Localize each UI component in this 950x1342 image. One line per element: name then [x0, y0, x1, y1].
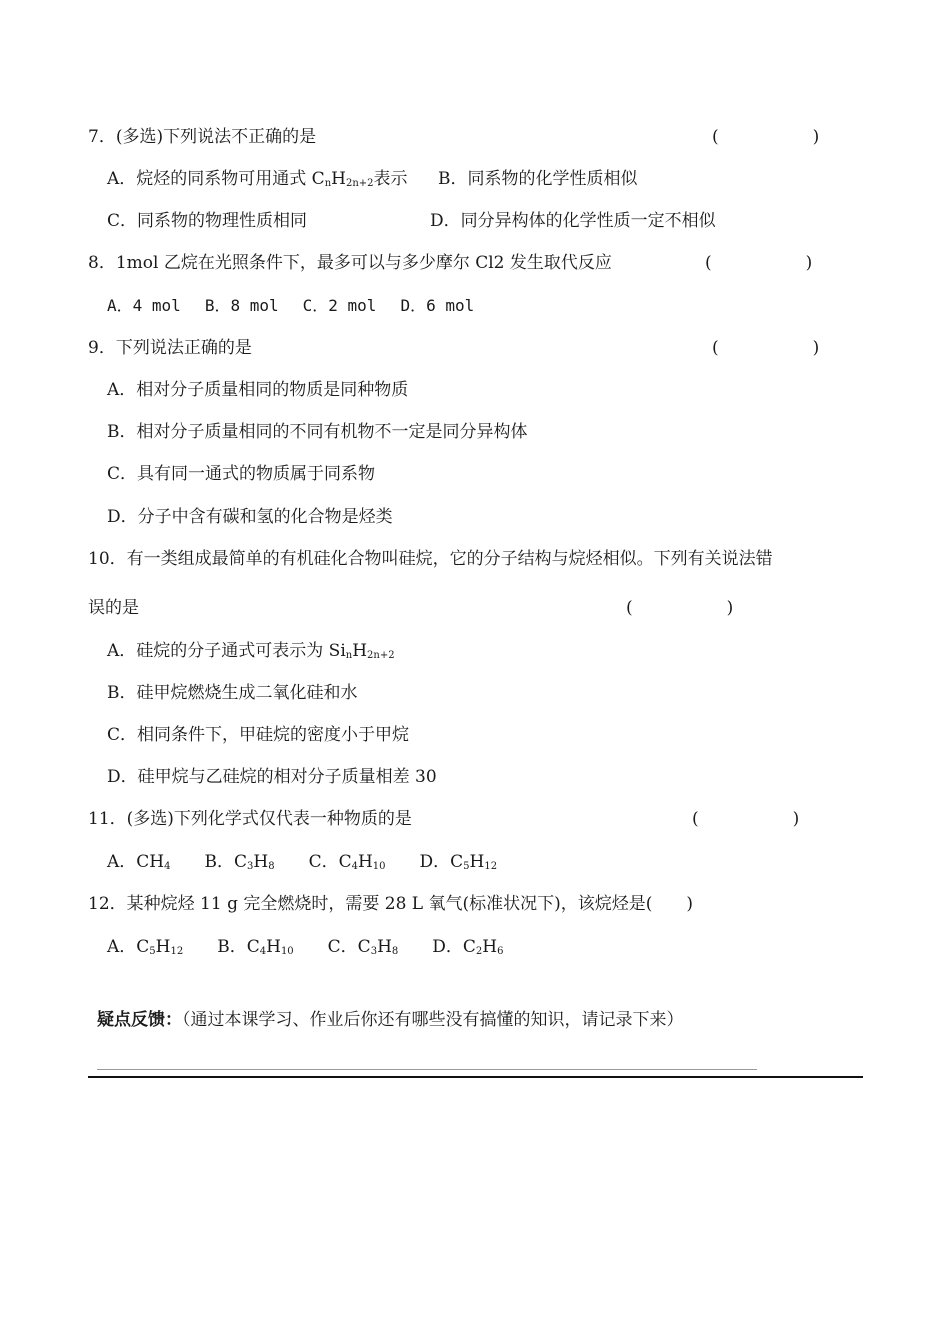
question-12-options	[107, 936, 503, 958]
question-9-stem: 9．下列说法正确的是	[88, 338, 252, 358]
feedback-label: 疑点反馈：	[97, 1010, 182, 1030]
question-11-option-c	[309, 851, 386, 873]
question-10-option-b: B．硅甲烷燃烧生成二氧化硅和水	[107, 683, 358, 703]
question-7-option-d: D．同分异构体的化学性质一定不相似	[430, 211, 716, 231]
question-12-option-c	[328, 936, 399, 958]
formula-subscript: n	[345, 650, 353, 661]
option-label: C．C	[308, 852, 352, 872]
option-label: A．CH	[107, 852, 165, 872]
formula-subscript: 4	[164, 861, 171, 872]
formula-element: H	[253, 852, 269, 872]
option-label: B．C	[217, 937, 260, 957]
formula-subscript: 4	[351, 861, 358, 872]
question-8-answer-paren: ( )	[705, 253, 833, 273]
question-11-options	[107, 851, 497, 873]
question-10-stem-line-1: 10．有一类组成最简单的有机硅化合物叫硅烷，它的分子结构与烷烃相似。下列有关说法错	[88, 549, 773, 569]
question-12-option-a	[107, 936, 183, 958]
formula-subscript: 2n+2	[345, 178, 374, 189]
question-9-option-c: C．具有同一通式的物质属于同系物	[107, 464, 376, 484]
formula-subscript: 8	[391, 946, 399, 957]
question-9-option-a: A．相对分子质量相同的物质是同种物质	[107, 380, 409, 400]
formula-element: H	[331, 169, 346, 189]
question-11-option-a	[107, 851, 170, 873]
question-12-stem: 12．某种烷烃 11 g 完全燃烧时，需要 28 L 氧气(标准状况下)，该烷烃是( )	[88, 894, 694, 914]
question-9-option-d: D．分子中含有碳和氢的化合物是烃类	[107, 507, 393, 527]
question-10-option-c: C．相同条件下，甲硅烷的密度小于甲烷	[107, 725, 410, 745]
option-a-tail: 表示	[373, 169, 408, 189]
feedback-instructions: （通过本课学习、作业后你还有哪些没有搞懂的知识，请记录下来）	[182, 1010, 684, 1030]
question-10-stem-line-2: 误的是	[88, 598, 139, 618]
question-7-option-a	[107, 168, 408, 190]
formula-element: H	[357, 852, 373, 872]
option-a-text: A．烷烃的同系物可用通式 C	[107, 169, 325, 189]
question-10-answer-paren: ( )	[626, 598, 754, 618]
formula-subscript: 8	[268, 861, 275, 872]
formula-element: H	[469, 852, 485, 872]
question-8-option-a: A．4 mol	[107, 296, 181, 315]
formula-subscript: 3	[370, 946, 378, 957]
formula-subscript: 6	[497, 946, 504, 957]
question-10-option-a	[107, 640, 395, 662]
option-label: D．C	[419, 852, 464, 872]
question-8-stem: 8．1mol 乙烷在光照条件下，最多可以与多少摩尔 Cl2 发生取代反应	[88, 253, 612, 273]
question-8-option-b: B．8 mol	[204, 296, 279, 315]
formula-subscript: 10	[372, 861, 386, 872]
question-11-option-d	[420, 851, 498, 873]
formula-subscript: n	[324, 178, 332, 189]
question-8-option-c: C．2 mol	[302, 296, 377, 315]
feedback-writing-line[interactable]	[97, 1069, 757, 1070]
question-7-answer-paren: ( )	[712, 127, 840, 147]
formula-subscript: 2	[475, 946, 483, 957]
question-10-option-d: D．硅甲烷与乙硅烷的相对分子质量相差 30	[107, 767, 437, 787]
formula-subscript: 10	[280, 946, 294, 957]
page-divider	[88, 1076, 863, 1078]
option-label: A．C	[107, 937, 150, 957]
formula-element: H	[266, 937, 281, 957]
formula-subscript: 12	[170, 946, 184, 957]
formula-subscript: 5	[463, 861, 470, 872]
formula-element: H	[377, 937, 392, 957]
option-label: D．C	[432, 937, 476, 957]
formula-subscript: 2n+2	[367, 650, 395, 661]
question-7-option-b: B．同系物的化学性质相似	[438, 169, 638, 189]
question-11-option-b	[204, 851, 274, 873]
question-11-answer-paren: ( )	[692, 809, 820, 829]
question-7-option-c: C．同系物的物理性质相同	[107, 211, 308, 231]
feedback-section	[97, 1009, 684, 1031]
formula-element: H	[482, 937, 498, 957]
formula-element: H	[155, 937, 171, 957]
formula-subscript: 3	[246, 861, 254, 872]
option-label: B．C	[204, 852, 247, 872]
formula-element: H	[352, 641, 368, 661]
question-9-option-b: B．相对分子质量相同的不同有机物不一定是同分异构体	[107, 422, 528, 442]
formula-subscript: 4	[259, 946, 267, 957]
option-label: C．C	[327, 937, 371, 957]
question-9-answer-paren: ( )	[712, 338, 840, 358]
question-11-stem: 11．(多选)下列化学式仅代表一种物质的是	[88, 809, 412, 829]
question-12-option-b	[217, 936, 293, 958]
question-8-option-d: D．6 mol	[400, 296, 475, 315]
formula-subscript: 12	[484, 861, 498, 872]
question-12-option-d	[432, 936, 503, 958]
formula-subscript: 5	[149, 946, 156, 957]
option-a-text: A．硅烷的分子通式可表示为 Si	[107, 641, 346, 661]
question-8-options	[107, 295, 474, 317]
question-7-stem: 7．(多选)下列说法不正确的是	[88, 127, 317, 147]
